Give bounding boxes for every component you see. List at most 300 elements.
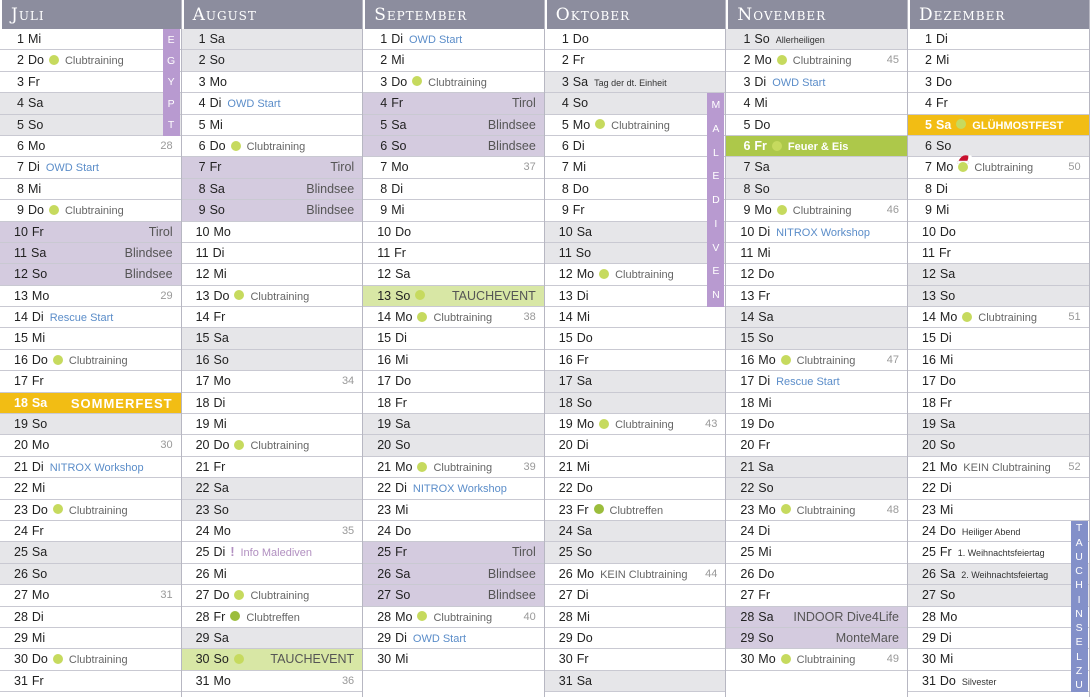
day-number: 6 [743,138,751,153]
event-label: Rescue Start [49,312,114,325]
weekday: Do [31,652,48,667]
day-row[interactable] [545,115,726,136]
day-row[interactable] [908,200,1089,221]
day-row[interactable] [908,286,1089,307]
weekday: Mi [939,502,954,517]
day-number: 10 [740,224,755,239]
weekday: Do [209,138,226,153]
day-row[interactable] [545,435,726,456]
day-row[interactable] [0,393,181,414]
day-number: 3 [198,74,206,89]
day-row[interactable] [0,521,181,542]
day-row[interactable] [363,72,544,93]
day-row[interactable] [545,628,726,649]
day-row[interactable] [182,457,363,478]
day-row[interactable] [908,179,1089,200]
day-row[interactable] [0,414,181,435]
day-number: 4 [380,96,388,111]
day-row[interactable] [0,50,181,71]
weekday: Do [28,53,44,68]
day-row[interactable] [726,393,907,414]
day-row[interactable] [726,607,907,628]
day-row[interactable] [182,564,363,585]
day-number: 24 [377,523,392,538]
weekday: Sa [209,181,225,196]
day-row[interactable] [726,478,907,499]
day-row[interactable] [908,500,1089,521]
day-row[interactable] [182,222,363,243]
weekday: So [758,331,774,346]
day-row[interactable] [0,457,181,478]
day-row[interactable] [363,29,544,50]
day-row[interactable] [363,500,544,521]
day-row[interactable] [726,222,907,243]
day-row[interactable] [545,500,726,521]
day-row[interactable] [908,136,1089,157]
day-row[interactable] [908,307,1089,328]
day-row[interactable] [0,136,181,157]
day-row[interactable] [363,585,544,606]
day-row[interactable] [182,393,363,414]
weekday: Di [395,331,407,346]
day-row[interactable] [908,222,1089,243]
day-row[interactable] [363,350,544,371]
day-row[interactable] [0,264,181,285]
day-row[interactable] [545,157,726,178]
day-row[interactable] [908,115,1089,136]
day-number: 13 [14,288,28,303]
event-label: NITROX Workshop [776,226,871,239]
weekday: So [209,53,225,68]
event-label: Tirol [330,160,355,175]
day-row[interactable] [182,200,363,221]
day-row[interactable] [726,200,907,221]
day-row[interactable] [363,200,544,221]
trip-band [163,29,180,136]
day-row[interactable] [545,649,726,670]
day-row[interactable] [545,72,726,93]
weekday: Di [936,181,948,196]
day-row[interactable] [545,50,726,71]
day-row[interactable] [726,115,907,136]
weekday: Mi [758,545,772,560]
smiley-icon [231,141,241,151]
day-row[interactable] [0,179,181,200]
event-label: Info Malediven [240,547,313,560]
day-row[interactable] [182,649,363,670]
smiley-icon [234,654,244,664]
day-row[interactable] [363,136,544,157]
day-number: 13 [740,288,755,303]
weekday: Di [576,438,589,453]
day-number: 5 [380,117,388,132]
day-number: 26 [558,566,573,581]
day-row[interactable] [908,435,1089,456]
day-row[interactable] [0,328,181,349]
day-row[interactable] [726,243,907,264]
day-number: 21 [195,459,210,474]
day-row[interactable] [908,72,1089,93]
weekday: Fr [394,245,406,260]
day-row[interactable] [363,286,544,307]
day-row[interactable] [908,478,1089,499]
day-row[interactable] [182,50,363,71]
day-row[interactable] [726,50,907,71]
day-row[interactable] [0,200,181,221]
day-row[interactable] [182,264,363,285]
day-number: 17 [377,374,392,389]
day-number: 8 [17,181,24,196]
weekday: So [28,117,44,132]
day-row[interactable] [545,93,726,114]
day-row[interactable] [0,649,181,670]
day-row[interactable] [545,179,726,200]
day-number: 22 [14,481,28,496]
day-row[interactable] [182,350,363,371]
day-row[interactable] [0,607,181,628]
day-row[interactable] [726,414,907,435]
weekday: Sa [395,267,411,282]
day-row[interactable] [545,264,726,285]
day-row[interactable] [545,542,726,563]
day-row[interactable] [545,200,726,221]
weekday: So [395,588,411,603]
day-row[interactable] [363,115,544,136]
weekday: Di [754,74,767,89]
day-row[interactable] [545,585,726,606]
day-row[interactable] [182,671,363,692]
day-row[interactable] [908,264,1089,285]
day-row[interactable] [908,328,1089,349]
weekday: Di [758,224,771,239]
band-letter: H [1075,579,1083,592]
day-row[interactable] [545,393,726,414]
week-number: 43 [705,418,718,431]
day-row[interactable] [0,564,181,585]
day-number: 30 [740,652,755,667]
day-row[interactable] [908,607,1089,628]
day-row[interactable] [726,179,907,200]
day-row[interactable] [363,457,544,478]
day-row[interactable] [726,521,907,542]
day-row[interactable] [908,50,1089,71]
day-row[interactable] [363,478,544,499]
day-row[interactable] [182,371,363,392]
day-row[interactable] [726,542,907,563]
day-row[interactable] [908,350,1089,371]
day-row[interactable] [545,371,726,392]
day-row[interactable] [908,243,1089,264]
day-row[interactable] [726,136,907,157]
day-row[interactable] [908,649,1089,670]
day-number: 31 [195,673,210,688]
day-number: 3 [380,74,388,89]
weekday: Mo [213,374,231,389]
day-row[interactable] [726,157,907,178]
day-number: 24 [922,523,936,538]
day-row[interactable] [545,29,726,50]
day-number: 22 [558,481,573,496]
day-row[interactable] [0,542,181,563]
day-number: 1 [925,32,932,46]
day-row[interactable] [0,435,181,456]
day-row[interactable] [363,393,544,414]
day-row[interactable] [545,478,726,499]
day-row[interactable] [0,243,181,264]
band-letter: I [1077,593,1081,606]
day-row[interactable] [182,136,363,157]
day-row[interactable] [363,307,544,328]
weekday: Fr [572,53,585,68]
day-row[interactable] [0,500,181,521]
day-row[interactable] [0,72,181,93]
day-number: 28 [740,609,755,624]
day-row[interactable] [182,115,363,136]
weekday: Mo [31,288,50,303]
day-row[interactable] [0,478,181,499]
day-row[interactable] [363,607,544,628]
day-row[interactable] [363,179,544,200]
day-row[interactable] [363,222,544,243]
day-number: 15 [14,331,28,346]
day-row[interactable] [545,607,726,628]
weekday: Fr [28,74,40,89]
day-row[interactable] [363,628,544,649]
day-row[interactable] [0,115,181,136]
day-row[interactable] [726,93,907,114]
exclamation-icon: ! [230,545,235,560]
weekday: Mo [572,117,591,132]
day-row[interactable] [726,307,907,328]
day-row[interactable] [908,542,1089,563]
smiley-icon [415,290,425,300]
weekday: Do [939,374,956,389]
smiley-icon [234,290,244,300]
day-row[interactable] [363,157,544,178]
day-row[interactable] [363,564,544,585]
day-number: 20 [558,438,573,453]
month-header: Oktober [545,0,726,29]
day-row[interactable] [0,222,181,243]
day-row[interactable] [545,222,726,243]
day-row[interactable] [182,435,363,456]
day-number: 21 [558,459,573,474]
event-label: Clubtraining [250,590,310,603]
day-row[interactable] [726,457,907,478]
day-row[interactable] [363,371,544,392]
band-letter: E [712,265,720,278]
week-number: 40 [523,610,536,623]
day-row[interactable] [908,628,1089,649]
weekday: Mo [576,566,595,581]
day-row[interactable] [0,671,181,692]
week-number: 44 [705,567,718,580]
day-row[interactable] [545,457,726,478]
day-row[interactable] [182,585,363,606]
day-row[interactable] [726,564,907,585]
day-row[interactable] [363,264,544,285]
day-row[interactable] [726,500,907,521]
event-label: OWD Start [227,98,281,111]
day-number: 13 [377,288,392,303]
day-row[interactable] [182,243,363,264]
day-number: 7 [561,160,569,175]
weekday: Di [31,609,44,624]
day-number: 30 [558,652,573,667]
weekday: Do [31,502,48,517]
day-row[interactable] [545,521,726,542]
day-number: 3 [743,74,751,89]
day-row[interactable] [0,286,181,307]
event-label: Silvester [961,676,997,687]
day-number: 20 [922,438,936,453]
day-number: 19 [14,417,28,432]
week-number: 39 [523,460,536,473]
day-row[interactable] [182,628,363,649]
day-row[interactable] [908,521,1089,542]
smiley-icon [49,55,59,65]
day-row[interactable] [908,93,1089,114]
weekday: Mo [754,53,772,68]
day-row[interactable] [908,371,1089,392]
weekday: Mo [939,310,958,325]
day-number: 15 [740,331,755,346]
day-row[interactable] [545,243,726,264]
day-row[interactable] [908,585,1089,606]
day-number: 17 [740,374,755,389]
day-row[interactable] [545,671,726,692]
weekday: So [758,630,774,645]
day-row[interactable] [363,521,544,542]
day-row[interactable] [363,243,544,264]
day-row[interactable] [182,542,363,563]
day-number: 22 [195,481,210,496]
day-row[interactable] [363,414,544,435]
event-label: NITROX Workshop [412,483,507,496]
weekday: Fr [31,374,44,389]
day-row[interactable] [0,93,181,114]
day-row[interactable] [908,457,1089,478]
weekday: So [213,652,229,667]
event-label: INDOOR Dive4Life [793,609,899,624]
day-number: 16 [14,352,28,367]
day-row[interactable] [908,29,1089,50]
day-row[interactable] [726,628,907,649]
day-row[interactable] [182,93,363,114]
day-row[interactable] [363,93,544,114]
day-row[interactable] [545,564,726,585]
day-row[interactable] [182,307,363,328]
day-number: 3 [17,74,24,89]
weekday: Sa [213,331,229,346]
event-label: Clubtraining [611,119,670,132]
day-number: 8 [380,181,388,196]
day-row[interactable] [0,350,181,371]
day-row[interactable] [726,286,907,307]
day-row[interactable] [0,29,181,50]
weekday: Do [395,224,412,239]
day-row[interactable] [908,671,1089,692]
day-row[interactable] [182,607,363,628]
event-label: Clubtraining [792,205,852,218]
day-row[interactable] [182,521,363,542]
day-row[interactable] [182,328,363,349]
day-row[interactable] [182,29,363,50]
day-number: 16 [922,352,936,367]
day-row[interactable] [726,585,907,606]
day-row[interactable] [726,435,907,456]
day-row[interactable] [545,307,726,328]
day-row[interactable] [363,649,544,670]
day-row[interactable] [0,585,181,606]
event-label: Blindsee [487,588,536,603]
day-row[interactable] [182,478,363,499]
day-row[interactable] [182,72,363,93]
day-row[interactable] [182,179,363,200]
day-row[interactable] [908,414,1089,435]
weekday: Mo [213,673,231,688]
event-label: GLÜHMOSTFEST [972,119,1064,132]
day-row[interactable] [726,371,907,392]
weekday: Sa [213,481,229,496]
event-label: Clubtraining [796,354,856,367]
day-number: 1 [561,32,569,46]
weekday: Sa [754,160,770,175]
day-row[interactable] [726,649,907,670]
day-row[interactable] [726,72,907,93]
day-row[interactable] [182,500,363,521]
day-row[interactable] [908,564,1089,585]
day-row[interactable] [545,414,726,435]
day-row[interactable] [726,350,907,371]
day-row[interactable] [545,286,726,307]
day-row[interactable] [726,328,907,349]
day-number: 4 [17,96,24,111]
day-row[interactable] [908,393,1089,414]
event-label: Tirol [148,224,173,239]
day-row[interactable] [182,157,363,178]
day-row[interactable] [182,286,363,307]
event-label: Rescue Start [776,376,840,389]
band-letter: A [1075,536,1083,549]
day-row[interactable] [0,307,181,328]
day-number: 29 [195,630,210,645]
day-number: 1 [198,32,206,46]
day-row[interactable] [726,264,907,285]
day-row[interactable] [908,157,1089,178]
day-number: 25 [922,545,936,560]
day-row[interactable] [363,50,544,71]
event-label: Tirol [511,96,536,111]
day-row[interactable] [545,350,726,371]
day-row[interactable] [0,371,181,392]
day-row[interactable] [545,136,726,157]
day-row[interactable] [363,542,544,563]
smiley-icon [594,504,604,514]
day-number: 6 [380,138,388,153]
weekday: Di [395,481,407,496]
day-row[interactable] [363,328,544,349]
event-label: Clubtraining [433,611,493,624]
day-row[interactable] [545,328,726,349]
weekday: So [754,32,770,46]
weekday: Fr [31,523,44,538]
day-row[interactable] [0,157,181,178]
day-row[interactable] [726,29,907,50]
day-row[interactable] [182,414,363,435]
day-row[interactable] [0,628,181,649]
day-row[interactable] [363,435,544,456]
